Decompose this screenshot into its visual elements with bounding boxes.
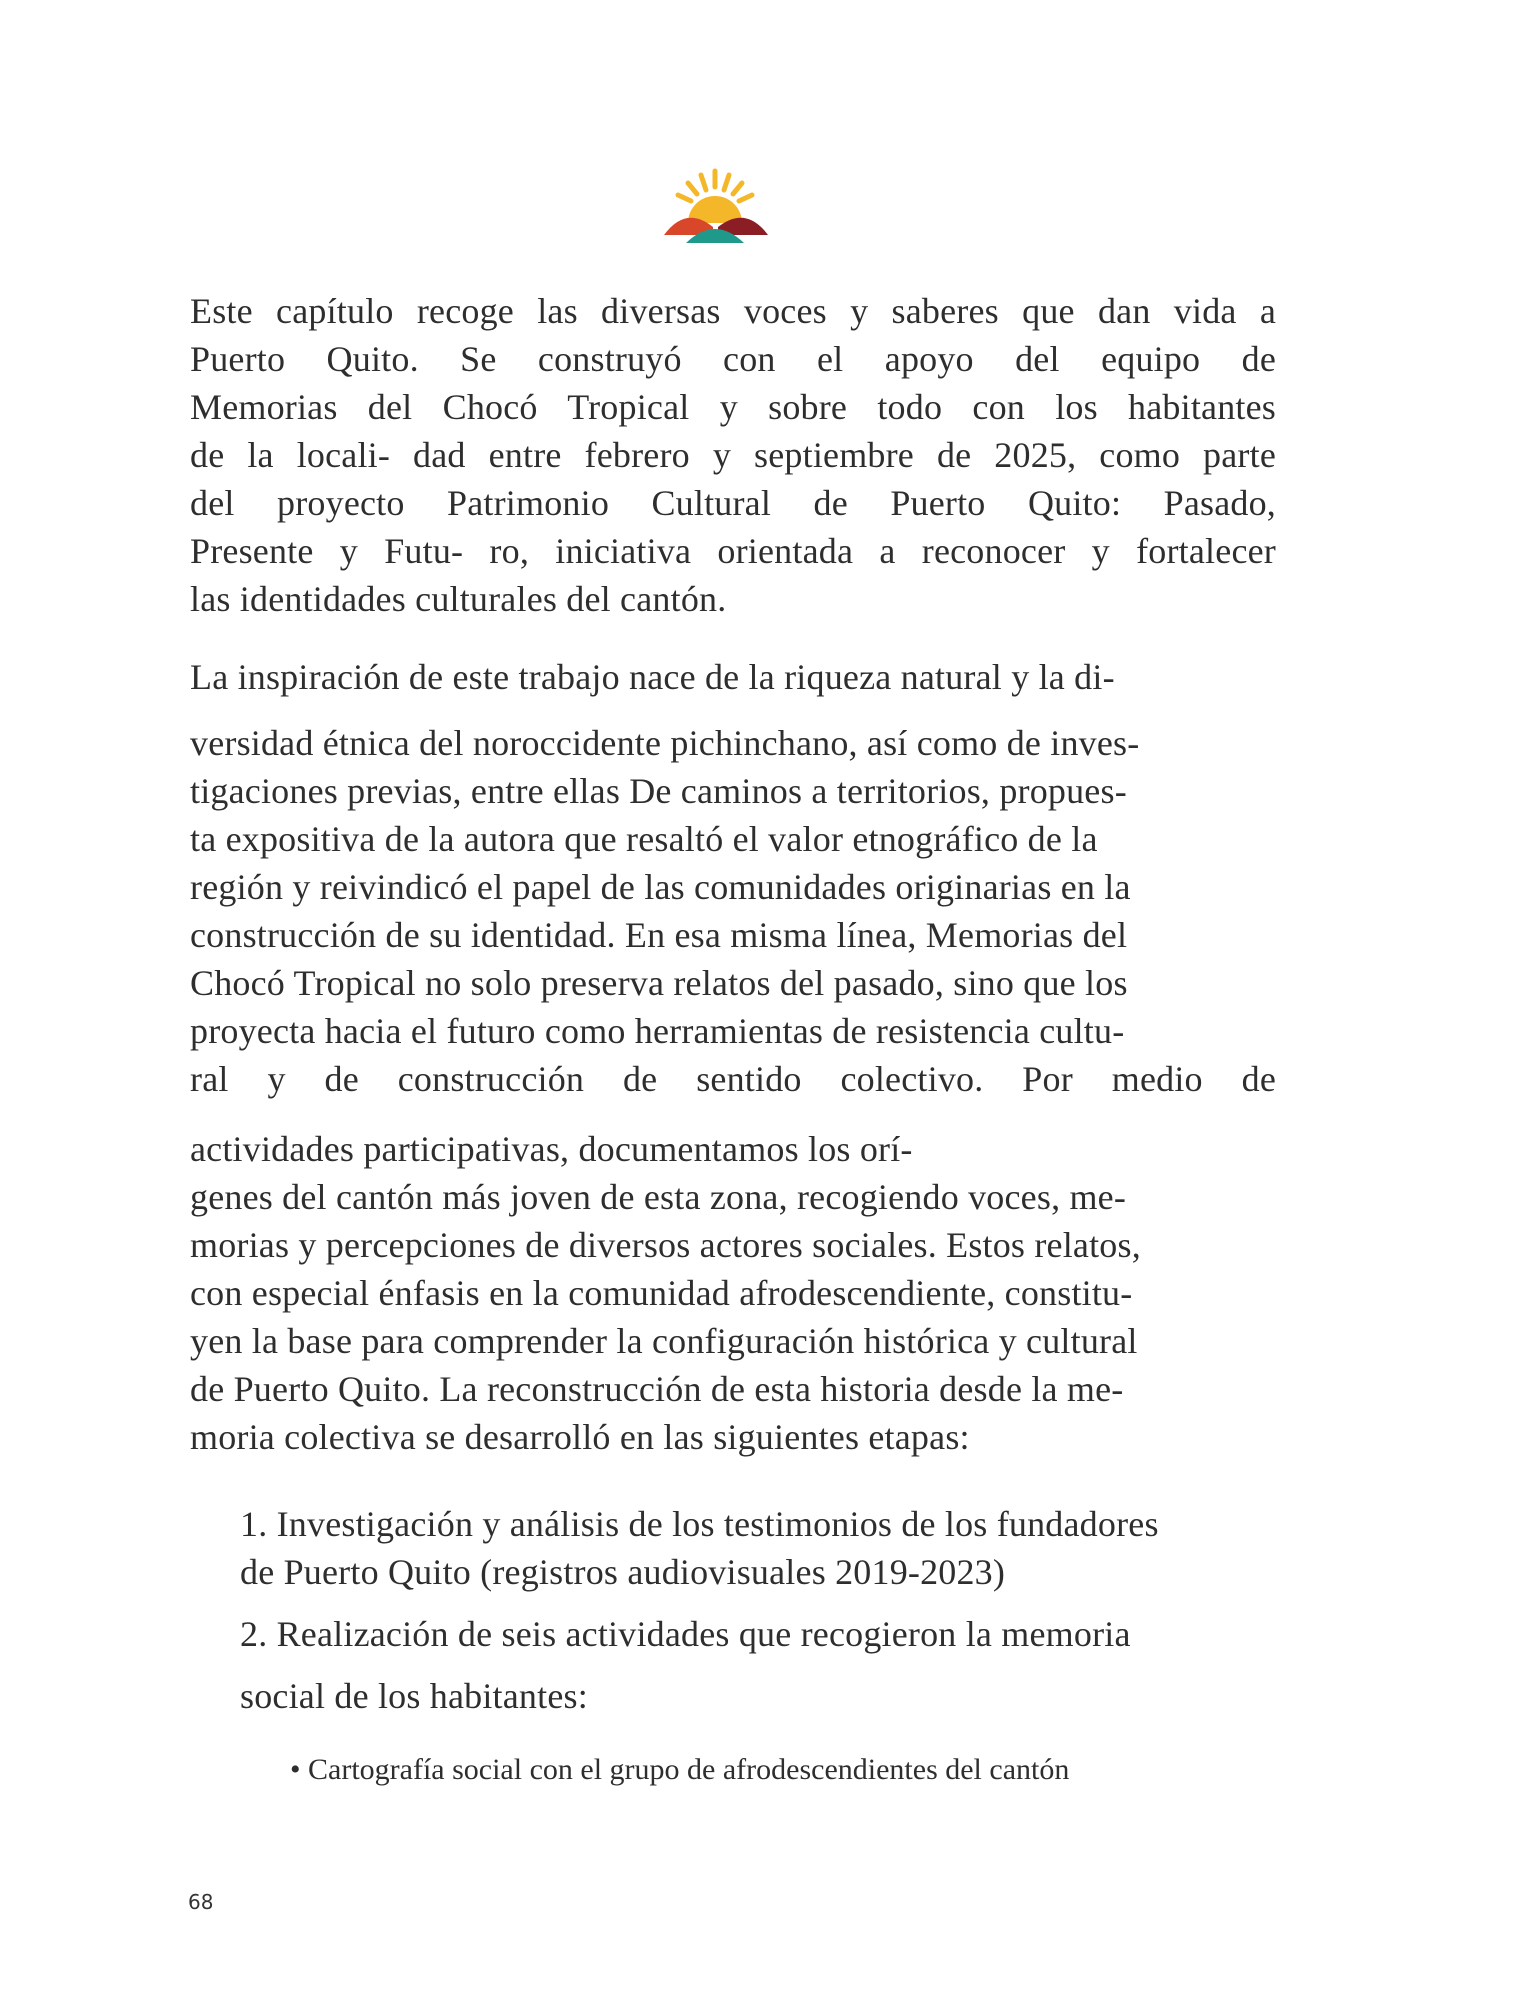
paragraph-line: Memorias del Chocó Tropical y sobre todo con los habitantes [190, 387, 1276, 427]
bullet-item: • Cartografía social con el grupo de afrodescendientes del cantón [290, 1753, 1070, 1786]
list-item: social de los habitantes: [240, 1676, 588, 1716]
paragraph-line: de la locali- dad entre febrero y septiembre de 2025, como parte [190, 435, 1276, 475]
stages-list [240, 1500, 1280, 1720]
intro-paragraph [190, 287, 1276, 623]
paragraph-line: del proyecto Patrimonio Cultural de Puerto Quito: Pasado, [190, 483, 1276, 523]
paragraph-line: moria colectiva se desarrolló en las siguientes etapas: [190, 1417, 970, 1457]
paragraph-line: Chocó Tropical no solo preserva relatos del pasado, sino que los [190, 963, 1128, 1003]
paragraph-line: morias y percepciones de diversos actores sociales. Estos relatos, [190, 1225, 1141, 1265]
paragraph-line: genes del cantón más joven de esta zona, recogiendo voces, me- [190, 1177, 1127, 1217]
paragraph-line: con especial énfasis en la comunidad afrodescendiente, constitu- [190, 1273, 1133, 1313]
paragraph-line: construcción de su identidad. En esa misma línea, Memorias del [190, 915, 1128, 955]
paragraph-line: Puerto Quito. Se construyó con el apoyo del equipo de [190, 339, 1276, 379]
page-number: 68 [188, 1890, 214, 1914]
inspiration-paragraph [190, 653, 1276, 1103]
paragraph-line: las identidades culturales del cantón. [190, 579, 727, 619]
list-item: 1. Investigación y análisis de los testimonios de los fundadores [240, 1504, 1159, 1544]
paragraph-line: ta expositiva de la autora que resaltó el valor etnográfico de la [190, 819, 1098, 859]
list-item: de Puerto Quito (registros audiovisuales 2019-2023) [240, 1552, 1006, 1592]
paragraph-line: Presente y Futu- ro, iniciativa orientada a reconocer y fortalecer [190, 531, 1276, 571]
paragraph-line: La inspiración de este trabajo nace de la riqueza natural y la di- [190, 657, 1115, 697]
paragraph-line: actividades participativas, documentamos los orí- [190, 1129, 913, 1169]
paragraph-line: de Puerto Quito. La reconstrucción de esta historia desde la me- [190, 1369, 1124, 1409]
list-item: 2. Realización de seis actividades que recogieron la memoria [240, 1614, 1131, 1654]
paragraph-line: yen la base para comprender la configuración histórica y cultural [190, 1321, 1138, 1361]
sun-over-hills-icon [658, 165, 773, 245]
paragraph-line: Este capítulo recoge las diversas voces y saberes que dan vida a [190, 291, 1276, 331]
paragraph-line: proyecta hacia el futuro como herramientas de resistencia cultu- [190, 1011, 1125, 1051]
paragraph-line: tigaciones previas, entre ellas De caminos a territorios, propues- [190, 771, 1127, 811]
paragraph-line: región y reivindicó el papel de las comunidades originarias en la [190, 867, 1131, 907]
paragraph-line: versidad étnica del noroccidente pichinchano, así como de inves- [190, 723, 1140, 763]
methodology-paragraph [190, 1125, 1270, 1461]
paragraph-line: ral y de construcción de sentido colectivo. Por medio de [190, 1059, 1276, 1099]
